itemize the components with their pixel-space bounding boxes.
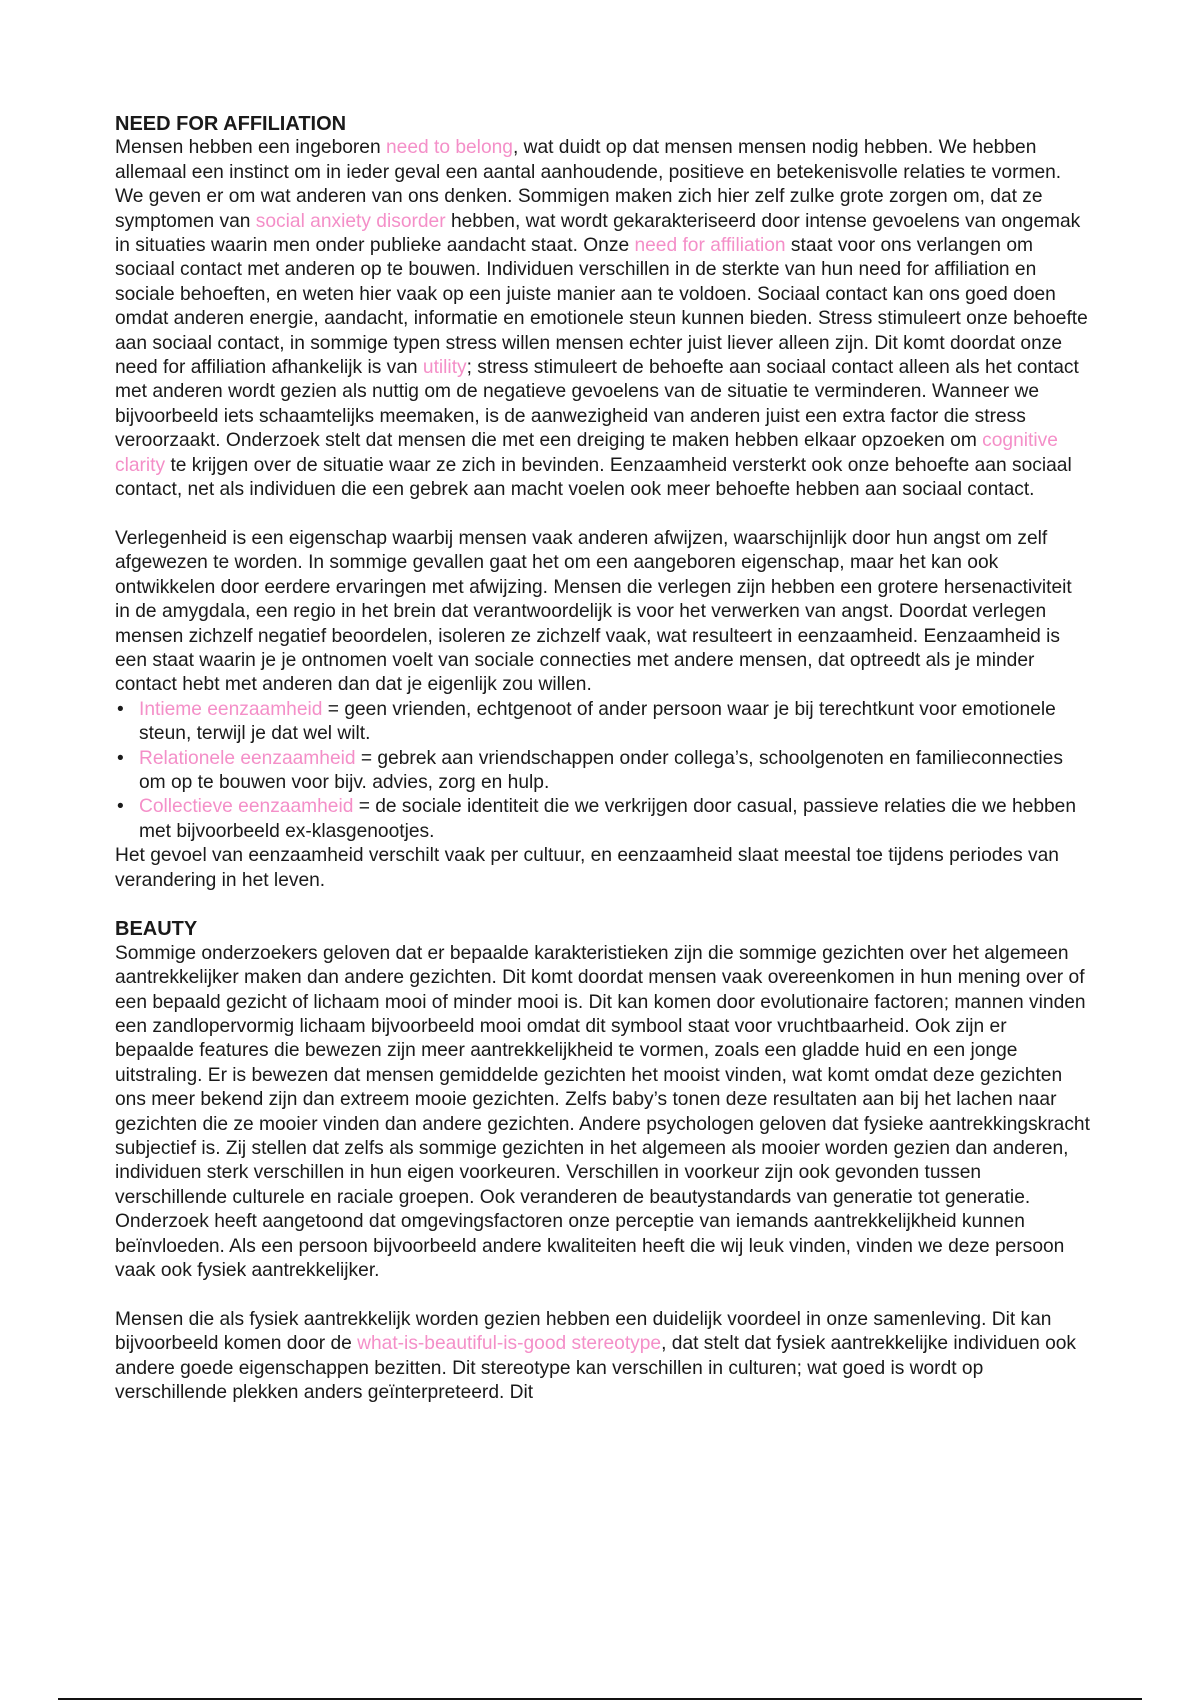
highlight-term-collectieve-eenzaamheid: Collectieve eenzaamheid — [139, 796, 354, 818]
document-page — [115, 112, 1090, 1405]
text-run: hebben, wat wordt gekarakteriseerd door intense gevoelens van ongemak in situaties waarin men onder publieke aandacht staat. Onze — [115, 210, 1081, 257]
list-item — [115, 795, 1090, 844]
text-run: , dat stelt dat fysiek aantrekkelijke individuen ook andere goede eigenschappen bezitten. Dit stereotype kan verschillen in culturen; wat goed is wordt op verschillende plekken anders geïnterpreteerd. Dit — [115, 1333, 1077, 1404]
list-item — [115, 747, 1090, 796]
highlight-term-relationele-eenzaamheid: Relationele eenzaamheid — [139, 747, 356, 769]
paragraph-spacer — [115, 503, 1090, 527]
text-run: Mensen die als fysiek aantrekkelijk worden gezien hebben een duidelijk voordeel in onze samenleving. Dit kan bijvoorbeeld komen door de — [115, 1308, 1052, 1355]
text-run: ; stress stimuleert de behoefte aan sociaal contact alleen als het contact met anderen wordt gezien als nuttig om de negatieve gevoelens van de situatie te verminderen. Wanneer we bijvoorbeeld iets schaamtelijks meemaken, is de aanwezigheid van anderen juist een extra factor die stress veroorzaakt. Onderzoek stelt dat mensen die met een dreiging te maken hebben elkaar opzoeken om — [115, 357, 1079, 452]
affiliation-paragraph-3: Het gevoel van eenzaamheid verschilt vaak per cultuur, en eenzaamheid slaat meestal toe tijdens periodes van verandering in het leven. — [115, 845, 1059, 891]
loneliness-types-list — [115, 698, 1090, 844]
highlight-term-need-to-belong: need to belong — [385, 137, 513, 159]
paragraph-spacer — [115, 893, 1090, 917]
affiliation-paragraph-2: Verlegenheid is een eigenschap waarbij mensen vaak anderen afwijzen, waarschijnlijk door hun angst om zelf afgewezen te worden. In sommige gevallen gaat het om een aangeboren eigenschap, maar het kan ook ontwikkelen door eerdere ervaringen met afwijzing. Mensen die verlegen zijn hebben een grotere hersenactiviteit in de amygdala, een regio in het brein dat verantwoordelijk is voor het verwerken van angst. Doordat verlegen mensen zichzelf negatief beoordelen, isoleren ze zichzelf vaak, wat resulteert in eenzaamheid. Eenzaamheid is een staat waarin je je ontnomen voelt van sociale connecties met andere mensen, dat optreedt als je minder contact hebt met anderen dan dat je eigenlijk zou willen. — [115, 527, 1072, 696]
affiliation-paragraph-1 — [115, 136, 1090, 502]
highlight-term-social-anxiety-disorder: social anxiety disorder — [255, 210, 446, 232]
list-item-text: = de sociale identiteit die we verkrijgen door casual, passieve relaties die we hebben met bijvoorbeeld ex-klasgenootjes. — [139, 796, 1077, 842]
section-heading-beauty: BEAUTY — [115, 918, 198, 941]
highlight-term-intieme-eenzaamheid: Intieme eenzaamheid — [139, 698, 323, 720]
highlight-term-what-is-beautiful-is-good: what-is-beautiful-is-good stereotype — [357, 1333, 662, 1355]
highlight-term-utility: utility — [422, 357, 467, 379]
list-item-text: = gebrek aan vriendschappen onder collega’s, schoolgenoten en familieconnecties om op te bouwen voor bijv. advies, zorg en hulp. — [139, 747, 1063, 793]
beauty-paragraph-1: Sommige onderzoekers geloven dat er bepaalde karakteristieken zijn die sommige gezichten over het algemeen aantrekkelijker maken dan andere gezichten. Dit komt doordat mensen vaak overeenkomen in hun mening over of een bepaald gezicht of lichaam mooi of minder mooi is. Dit kan komen door evolutionaire factoren; mannen vinden een zandlopervormig lichaam bijvoorbeeld mooi omdat dit symbool staat voor vruchtbaarheid. Ook zijn er bepaalde features die bewezen zijn meer aantrekkelijkheid te vormen, zoals een gladde huid en een jonge uitstraling. Er is bewezen dat mensen gemiddelde gezichten het mooist vinden, wat komt omdat deze gezichten ons meer bekend zijn dan extreem mooie gezichten. Zelfs baby’s tonen deze resultaten aan bij het lachen naar gezichten die ze mooier vinden dan andere gezichten. Andere psychologen geloven dat fysieke aantrekkingskracht subjectief is. Zij stellen dat zelfs als sommige gezichten in het algemeen als mooier worden gezien dan anderen, individuen sterk verschillen in hun eigen voorkeuren. Verschillen in voorkeur zijn ook gevonden tussen verschillende culturele en raciale groepen. Ook veranderen de beautystandards van generatie tot generatie. Onderzoek heeft aangetoond dat omgevingsfactoren onze perceptie van iemands aantrekkelijkheid kunnen beïnvloeden. Als een persoon bijvoorbeeld andere kwaliteiten heeft die wij leuk vinden, vinden we deze persoon vaak ook fysiek aantrekkelijker. — [115, 942, 1090, 1282]
list-item-text: = geen vrienden, echtgenoot of ander persoon waar je bij terechtkunt voor emotionele steun, terwijl je dat wel wilt. — [139, 698, 1056, 745]
section-heading-affiliation: NEED FOR AFFILIATION — [115, 113, 347, 135]
text-run: , wat duidt op dat mensen mensen nodig hebben. We hebben allemaal een instinct om in ieder geval een aantal aanhoudende, positieve en betekenisvolle relaties te vormen. We geven er om wat anderen van ons denken. Sommigen maken zich hier zelf zulke grote zorgen om, dat ze symptomen van — [115, 137, 1062, 232]
text-run: staat voor ons verlangen om sociaal contact met anderen op te bouwen. Individuen verschillen in de sterkte van hun need for affiliation en sociale behoeften, en weten hier vaak op een juiste manier aan te voldoen. Sociaal contact kan ons goed doen omdat anderen energie, aandacht, informatie en emotionele steun kunnen bieden. Stress stimuleert onze behoefte aan sociaal contact, in sommige typen stress willen mensen echter juist liever alleen zijn. Dit komt doordat onze need for affiliation afhankelijk is van — [115, 235, 1088, 379]
beauty-paragraph-2 — [115, 1308, 1090, 1406]
text-run: Mensen hebben een ingeboren — [115, 137, 386, 159]
text-run: te krijgen over de situatie waar ze zich in bevinden. Eenzaamheid versterkt ook onze behoefte aan sociaal contact, net als individuen die een gebrek aan macht voelen ook meer behoefte hebben aan sociaal contact. — [115, 454, 1072, 501]
paragraph-spacer — [115, 1283, 1090, 1307]
highlight-term-need-for-affiliation: need for affiliation — [634, 235, 786, 257]
highlight-term-cognitive-clarity: cognitive clarity — [115, 430, 1058, 476]
list-item — [115, 698, 1090, 747]
